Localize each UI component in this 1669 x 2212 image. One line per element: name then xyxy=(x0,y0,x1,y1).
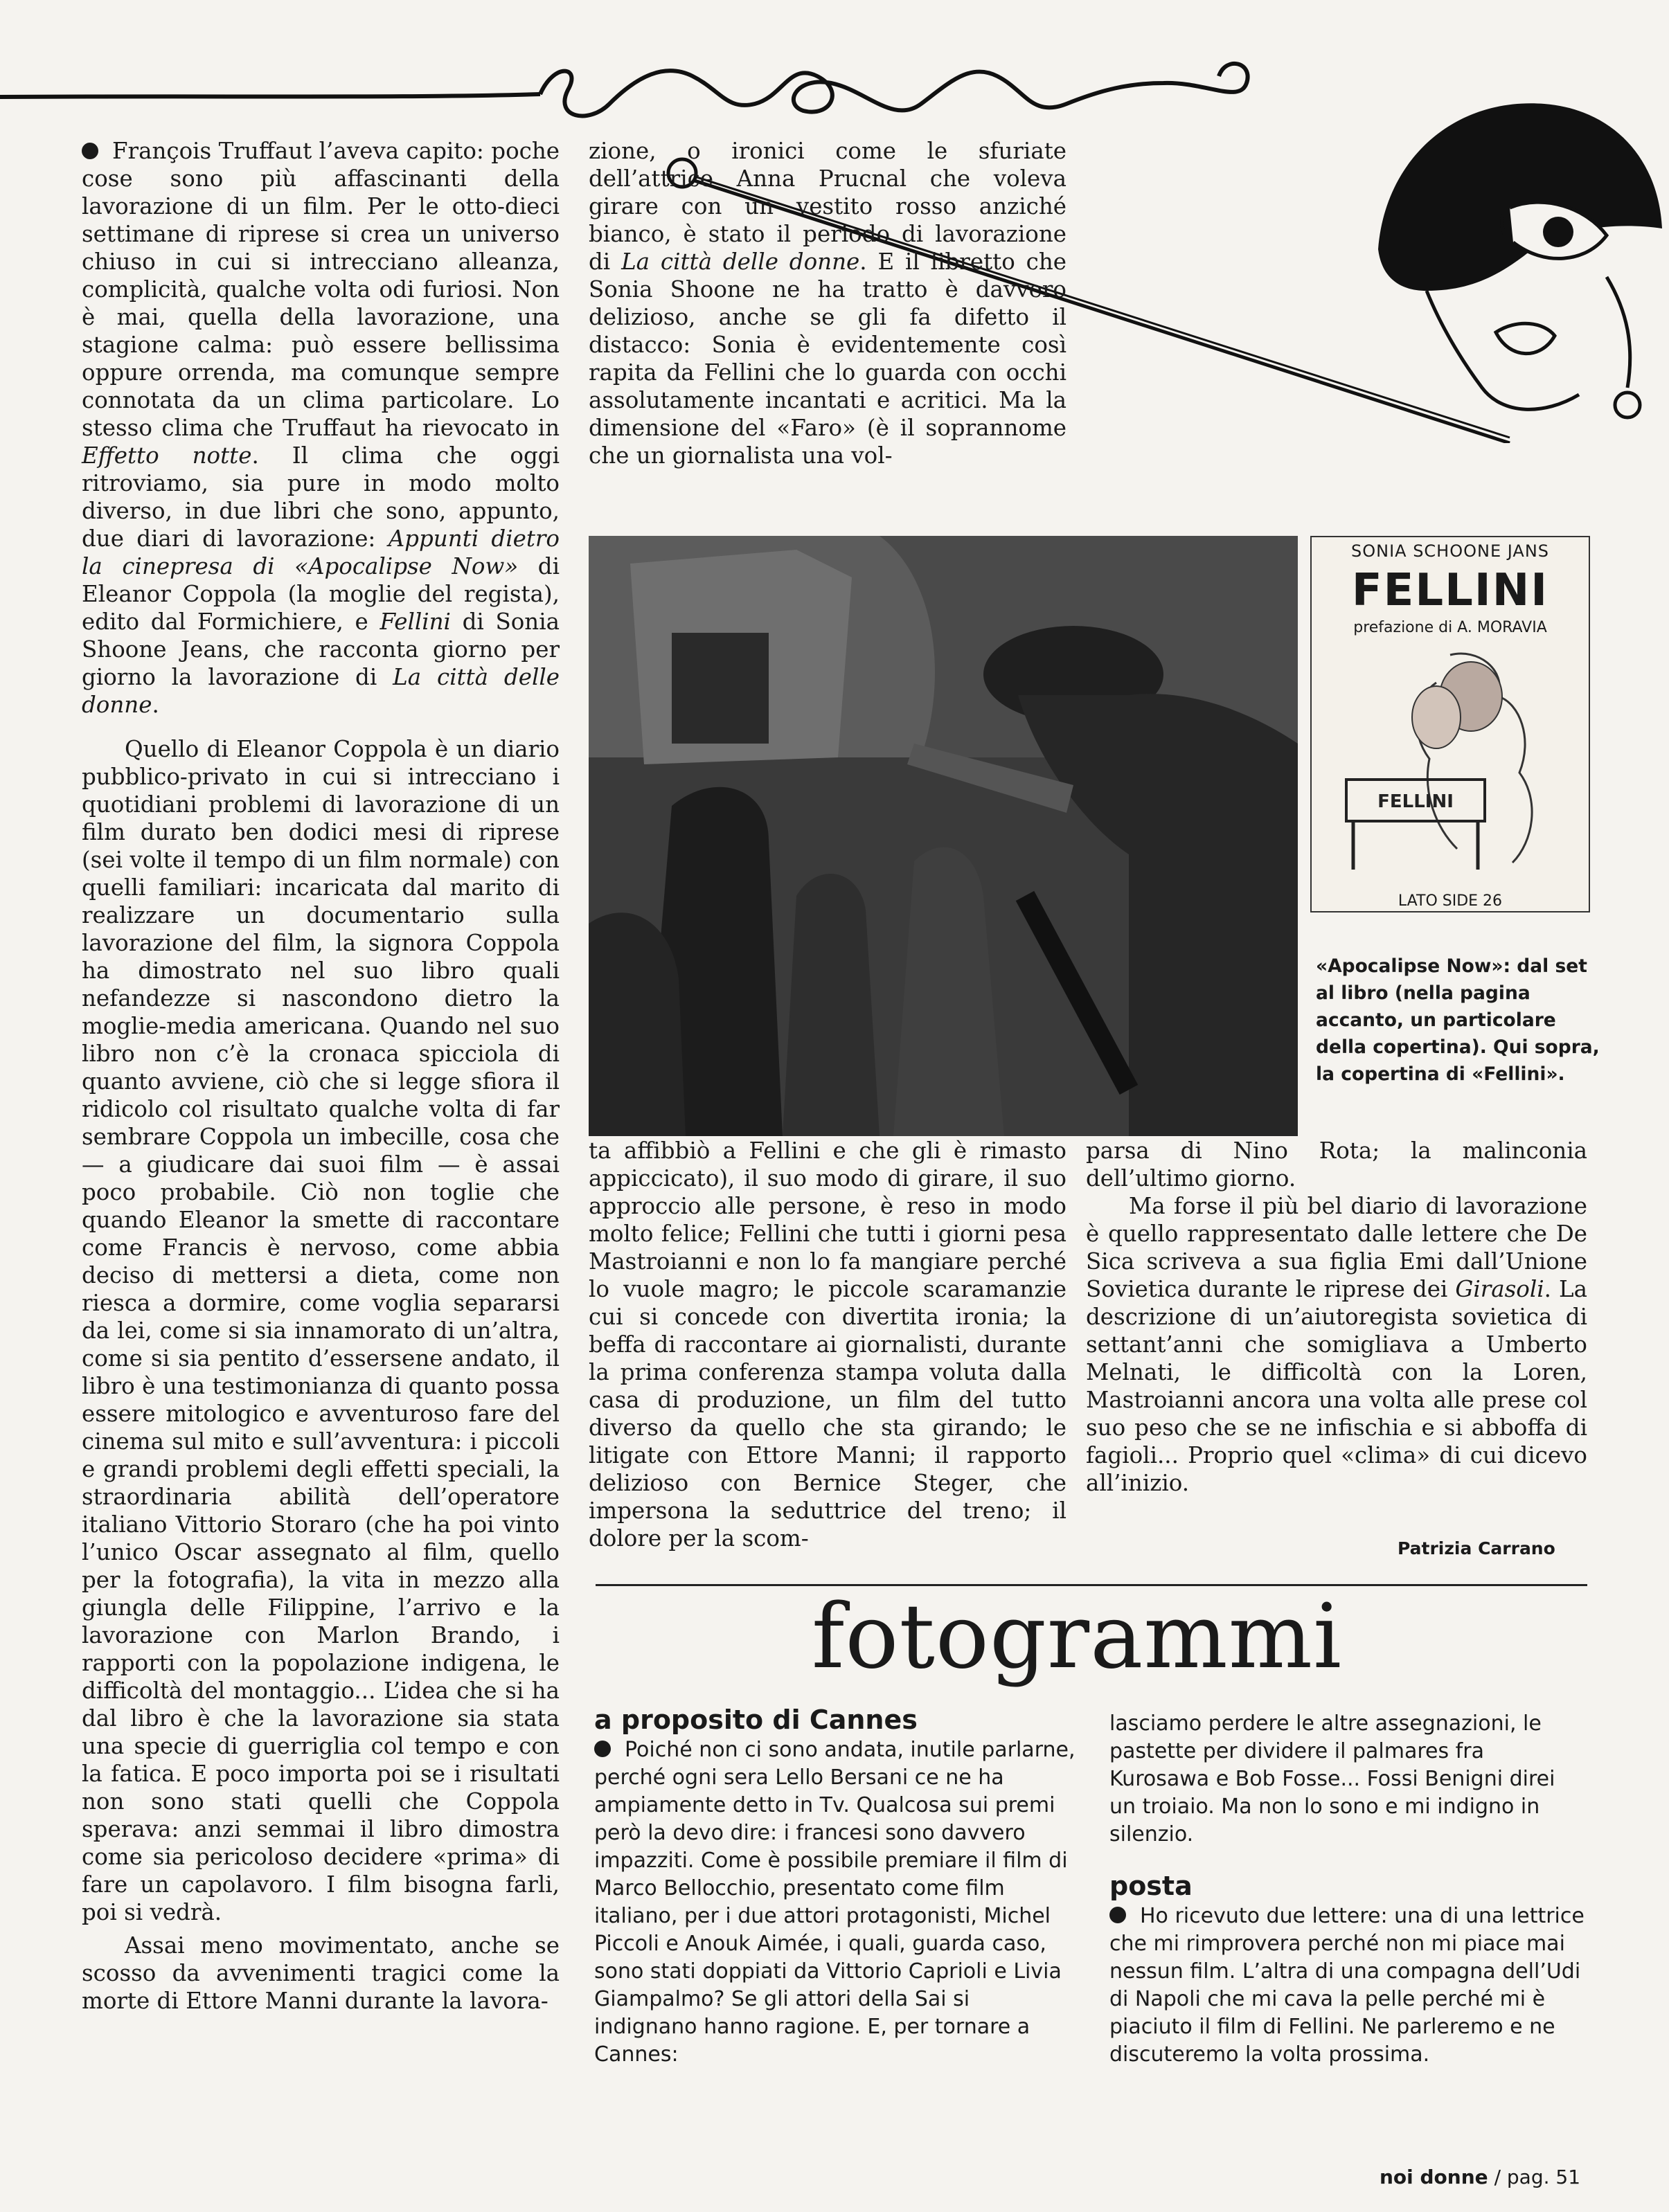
fotogrammi-column-2 xyxy=(1109,1710,1587,2069)
book-title: FELLINI xyxy=(1351,565,1549,616)
article-paragraph-1: François Truffaut l’aveva capito: poche cose sono più affascinanti della lavorazione di un film. Per le otto-dieci settimane di riprese si crea un universo chiuso in cui si intrecciano alleanza, complicità, qualche volta odi furiosi. Non è mai, quella della lavorazione, una stagione calma: può essere bellissima oppure orrenda, ma comunque sempre connotata da un clima particolare. Lo stesso clima che Truffaut ha rievocato in Effetto notte. Il clima che oggi ritroviamo, sia pure in modo molto diverso, in due libri che sono, appunto, due diari di lavorazione: Appunti dietro la cinepresa di «Apocalipse Now» di Eleanor Coppola (la moglie del regista), edito dal Formichiere, e Fellini di Sonia Shoone Jeans, che racconta giorno per giorno la lavorazione di La città delle donne. xyxy=(82,138,560,718)
apocalypse-now-photo xyxy=(589,536,1298,1136)
cannes-text: Poiché non ci sono andata, inutile parlarne, perché ogni sera Lello Bersani ce ne ha ampiamente detto in Tv. Qualcosa sui premi però la devo dire: i francesi sono davvero impazziti. Come è possibile premiare il film di Marco Bellocchio, presentato come film italiano, per i due attori protagonisti, Michel Piccoli e Anouk Aimée, i quali, guarda caso, sono stati doppiati da Vittorio Caprioli e Livia Giampalmo? Se gli attori della Sai si indignano hanno ragione. E, per tornare a Cannes: xyxy=(594,1738,1076,2067)
book-preface: prefazione di A. MORAVIA xyxy=(1353,619,1547,636)
subhead-cannes: a proposito di Cannes xyxy=(594,1705,918,1735)
article-paragraph-2: Quello di Eleanor Coppola è un diario pubblico-privato in cui si intrecciano i quotidiani problemi di lavorazione di un film durato ben dodici mesi di riprese (sei volte il tempo di un film normale) con quelli familiari: incaricata dal marito di realizzare un documentario sulla lavorazione del film, la signora Coppola ha dimostrato nel suo libro quali nefandezze si nascondono dietro la moglie-media americana. Quando nel suo libro non c’è la cronaca spicciola di quanto avviene, ciò che si legge sfiora il ridicolo col risultato qualche volta di far sembrare Coppola un imbecille, cosa che — a giudicare dai suoi film — è assai poco probabile. Ciò non toglie che quando Eleanor la smette di raccontare come Francis è nervoso, come abbia deciso di mettersi a dieta, come non riesca a dormire, come voglia separarsi da lei, come si sia innamorato di un’altra, come si sia pentito d’essersene andato, il libro è una testimonianza di quanto possa essere mitologico e avventuroso fare del cinema sul mito e sull’avventura: i piccoli e grandi problemi degli effetti speciali, la straordinaria abilità dell’operatore italiano Vittorio Storaro (che ha poi vinto l’unico Oscar assegnato al film, quello per la fotografia), la vita in mezzo alla giungla delle Filippine, l’arrivo e la lavorazione con Marlon Brando, i rapporti con la popolazione indigena, le difficoltà del montaggio... L’idea che si ha dal libro è che la lavorazione sia stata una specie di guerriglia col tempo e con la fatica. E poco importa poi se i risultati non sono stati quelli che Coppola sperava: anzi semmai il libro dimostra come sia pericoloso decidere «prima» di fare un capolavoro. I film bisogna farli, poi si vedrà. xyxy=(82,736,560,1925)
fotogrammi-column-1 xyxy=(594,1703,1079,2069)
book-side: LATO SIDE 26 xyxy=(1398,892,1503,910)
page-footer xyxy=(1380,2166,1580,2188)
fellini-book-cover xyxy=(1310,536,1590,912)
footer-separator: / xyxy=(1494,2166,1501,2188)
book-author: SONIA SCHOONE JANS xyxy=(1350,541,1550,561)
figure-caption: «Apocalipse Now»: dal set al libro (nella pagina accanto, un particolare della copertina). Qui sopra, la copertina di «Fellini». xyxy=(1316,955,1600,1085)
article-column-2-top: zione, o ironici come le sfuriate dell’attrice Anna Prucnal che voleva girare con un vestito rosso anziché bianco, è stato il periodo di lavorazione di La città delle donne. E il libretto che Sonia Shoone ne ha tratto è davvero delizioso, anche se gli fa difetto il distacco: Sonia è evidentemente così rapita da Fellini che lo guarda con occhi assolutamente incantati e acritici. Ma la dimensione del «Faro» (è il soprannome che un giornalista una vol- xyxy=(589,138,1066,469)
article-column-1 xyxy=(82,137,560,2015)
bullet-icon xyxy=(82,143,98,159)
bench-text: FELLINI xyxy=(1377,791,1454,812)
article-paragraph-3: Assai meno movimentato, anche se scosso da avvenimenti tragici come la morte di Ettore Manni durante la lavora- xyxy=(82,1932,560,2014)
book-illustration xyxy=(1332,641,1568,883)
article-column-3: parsa di Nino Rota; la malinconia dell’ultimo giorno. Ma forse il più bel diario di lavorazione è quello rappresentato dalle lettere che De Sica scriveva a sua figlia Emi dall’Unione Sovietica durante le riprese dei Girasoli. La descrizione di un’aiutoregista sovietica di settant’anni che somigliava a Umberto Melnati, le difficoltà con la Loren, Mastroianni ancora una volta alle prese col suo peso che se ne infischia e si abboffa di fagioli... Proprio quel «clima» di cui dicevo all’inizio. xyxy=(1086,1138,1587,1496)
cannes-continued: lasciamo perdere le altre assegnazioni, le pastette per dividere il palmares fra Kurosawa e Bob Fosse... Fossi Benigni direi un troiaio. Ma non lo sono e mi indigno in silenzio. xyxy=(1109,1711,1555,1846)
bullet-icon xyxy=(594,1741,611,1757)
article-column-2-bottom: ta affibbiò a Fellini e che gli è rimasto appiccicato), il suo modo di girare, il suo approccio alle persone, è reso in modo molto felice; Fellini che tutti i giorni pesa Mastroianni e non lo fa mangiare perché lo vuole magro; le piccole scaramanzie cui si concede con divertita ironia; la beffa di raccontare ai giornalisti, durante la prima conferenza stampa voluta dalla casa di produzione, un film del tutto diverso da quello che sta girando; le litigate con Ettore Manni; il rapporto delizioso con Bernice Steger, che impersona la seduttrice del treno; il dolore per la scom- xyxy=(589,1138,1066,1552)
magazine-name: noi donne xyxy=(1380,2166,1488,2188)
subhead-posta: posta xyxy=(1109,1871,1193,1901)
posta-text: Ho ricevuto due lettere: una di una lettrice che mi rimprovera perché non mi piace mai nessun film. L’altra di una compagna dell’Udi di Napoli che mi cava la pelle perché mi è piaciuto il film di Fellini. Ne parleremo e ne discuteremo la volta prossima. xyxy=(1109,1904,1585,2067)
photo-scene xyxy=(589,536,1298,1136)
section-heading: fotogrammi xyxy=(812,1585,1343,1689)
bullet-icon xyxy=(1109,1907,1126,1923)
page-number: pag. 51 xyxy=(1506,2166,1581,2188)
author-signature: Patrizia Carrano xyxy=(1398,1538,1555,1558)
